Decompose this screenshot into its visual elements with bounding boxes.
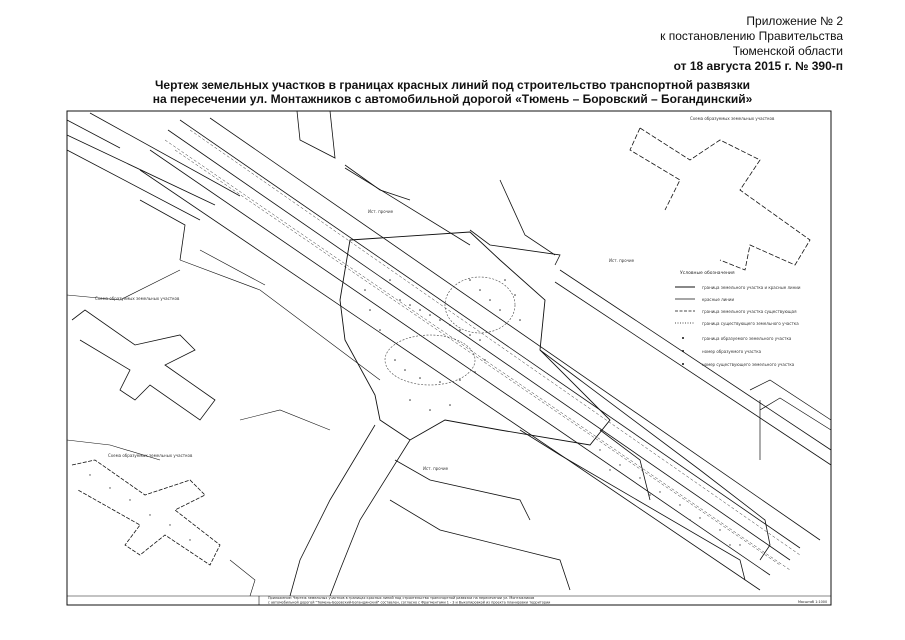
right-area-lines [750,380,831,460]
legend-item-0: граница земельного участка и красные линии [702,285,801,290]
footnote-line-1: Приложение: Чертеж земельных участков в границах красных линий под строительство транспортной развязки на пересечении ул. Монтажников [268,596,535,600]
drawing-frame [67,111,831,605]
annex-line-1: Приложение № 2 [746,14,843,28]
upper-left-road [67,113,240,260]
parcel-label-2: Ист. прочие [609,258,635,263]
lower-right-hatching [599,449,740,545]
title-line-1: Чертеж земельных участков в границах красных линий под строительство транспортной развязки [154,78,751,92]
legend-swatch-6 [682,363,684,365]
legend-item-4: граница образуемого земельного участка [702,336,792,341]
parcel-label-3: Ист. прочие [423,466,449,471]
context-lines [67,250,380,596]
legend-item-1: красные линии [702,297,735,302]
north-street [297,111,560,265]
left-scheme-2-dots [89,474,190,540]
footnote-line-2: с автомобильной дорогой "Тюмень-Боровский-Богандинский" составлен, согласно с Фрагментами 1 - 3 и Выкопировкой из проекта планировки территории [268,600,551,605]
title-line-2: на пересечении ул. Монтажников с автомобильной дорогой «Тюмень – Боровский – Богандинский» [152,92,753,106]
legend-item-6: номер существующего земельного участка [702,362,795,367]
legend-item-5: номер образуемого участка [702,349,762,354]
parcel-label-1: Ист. прочие [368,209,394,214]
annex-line-4: от 18 августа 2015 г. № 390-п [673,59,843,73]
label-left-1: Схема образуемых земельных участков [95,296,180,301]
legend [675,270,801,367]
lower-right-corridor [520,270,831,580]
legend-item-2: граница земельного участка существующая [702,309,797,314]
upper-right-parcel [630,128,810,270]
interchange-dots [364,279,521,411]
annex-line-2: к постановлению Правительства [660,29,843,43]
left-scheme-2 [72,460,220,565]
left-scheme-1 [72,310,215,420]
main-highway [140,118,820,590]
legend-swatch-5 [682,350,684,352]
interchange-parcel [340,232,610,445]
label-left-2: Схема образуемых земельных участков [108,453,193,458]
legend-item-3: граница существующего земельного участка [702,321,799,326]
sheet-scale-label: Масштаб 1:1000 [798,600,828,604]
legend-title: Условные обозначения [680,271,735,276]
legend-swatch-4 [682,337,684,339]
annex-line-3: Тюменской области [732,44,843,58]
south-street [290,425,650,596]
label-top-right: Схема образуемых земельных участков [690,116,775,121]
